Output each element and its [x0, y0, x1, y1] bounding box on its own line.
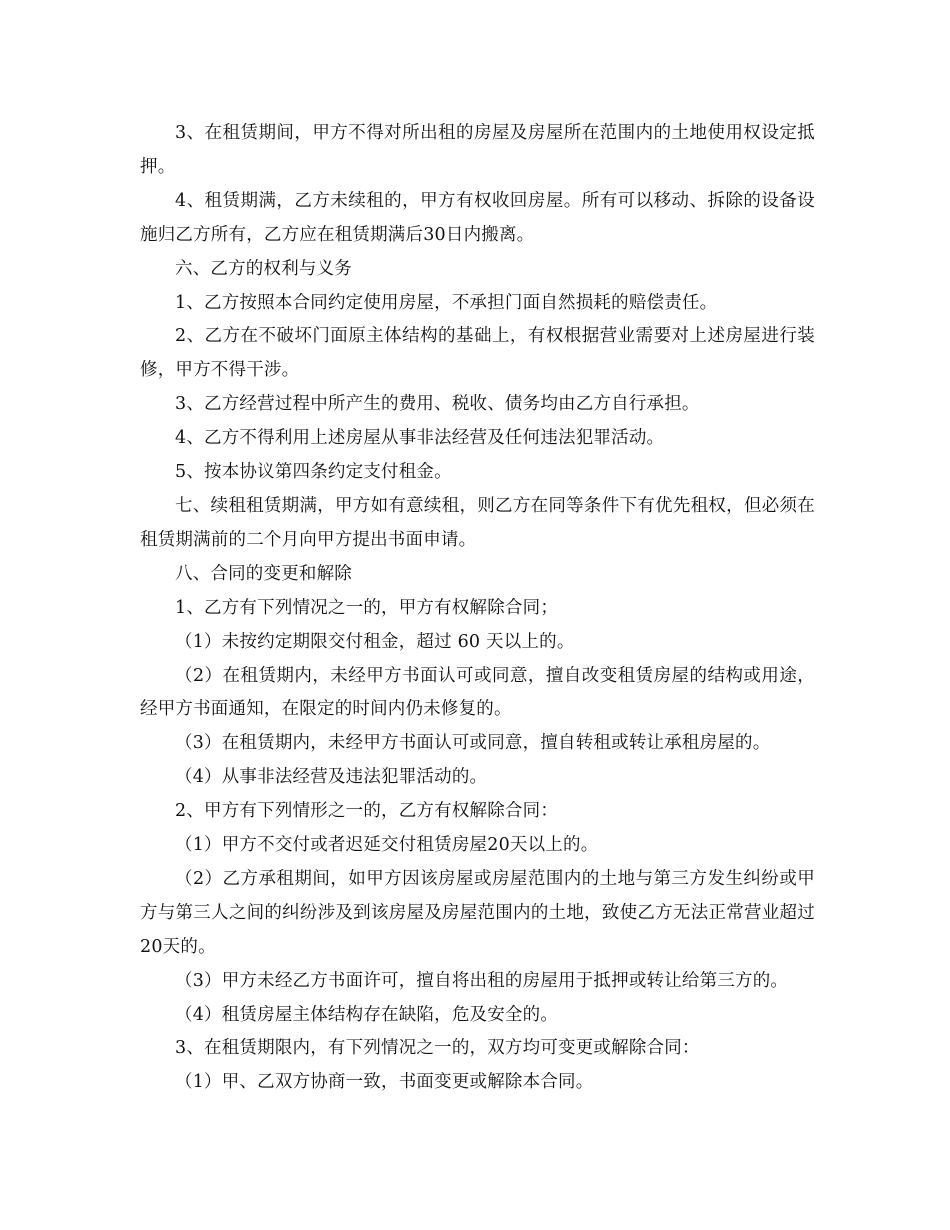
section-heading-8: 八、合同的变更和解除 — [175, 563, 352, 584]
clause-8-1: 1、乙方有下列情况之一的，甲方有权解除合同； — [175, 597, 559, 618]
clause-8-2-item-3: （3）甲方未经乙方书面许可，擅自将出租的房屋用于抵押或转让给第三方的。 — [175, 970, 789, 991]
clause-8-1-item-2: （2）在租赁期内，未经甲方书面认可或同意，擅自改变租赁房屋的结构或用途，经甲方书面通知，在限定的时间内仍未修复的。 — [140, 665, 815, 720]
clause-8-1-item-3: （3）在租赁期内，未经甲方书面认可或同意，擅自转租或转让承租房屋的。 — [175, 733, 771, 754]
clause-6-3: 3、乙方经营过程中所产生的费用、税收、债务均由乙方自行承担。 — [175, 394, 700, 415]
clause-6-5: 5、按本协议第四条约定支付租金。 — [175, 462, 452, 483]
clause-6-2: 2、乙方在不破坏门面原主体结构的基础上，有权根据营业需要对上述房屋进行装修，甲方不得干涉。 — [140, 326, 815, 381]
section-7-renewal: 七、续租租赁期满，甲方如有意续租，则乙方在同等条件下有优先租权，但必须在租赁期满前的二个月向甲方提出书面申请。 — [140, 495, 815, 550]
clause-8-2-item-4: （4）租赁房屋主体结构存在缺陷，危及安全的。 — [175, 1004, 559, 1025]
clause-8-2: 2、甲方有下列情形之一的，乙方有权解除合同： — [175, 801, 559, 822]
clause-8-3: 3、在租赁期限内，有下列情况之一的，双方均可变更或解除合同： — [175, 1038, 700, 1059]
clause-8-2-item-1: （1）甲方不交付或者迟延交付租赁房屋20天以上的。 — [175, 835, 599, 856]
clause-6-4: 4、乙方不得利用上述房屋从事非法经营及任何违法犯罪活动。 — [175, 428, 665, 449]
clause-5-3: 3、在租赁期间，甲方不得对所出租的房屋及房屋所在范围内的土地使用权设定抵押。 — [140, 123, 815, 177]
document-page — [140, 117, 815, 1100]
clause-6-1: 1、乙方按照本合同约定使用房屋，不承担门面自然损耗的赔偿责任。 — [175, 292, 718, 313]
clause-8-2-item-2: （2）乙方承租期间，如甲方因该房屋或房屋范围内的土地与第三方发生纠纷或甲方与第三人之间的纠纷涉及到该房屋及房屋范围内的土地，致使乙方无法正常营业超过20天的。 — [140, 868, 815, 957]
clause-8-3-item-1: （1）甲、乙双方协商一致，书面变更或解除本合同。 — [175, 1072, 594, 1093]
clause-8-1-item-1: （1）未按约定期限交付租金，超过 60 天以上的。 — [175, 631, 575, 652]
clause-5-4: 4、租赁期满，乙方未续租的，甲方有权收回房屋。所有可以移动、拆除的设备设施归乙方所有，乙方应在租赁期满后30日内搬离。 — [140, 190, 815, 245]
clause-8-1-item-4: （4）从事非法经营及违法犯罪活动的。 — [175, 767, 488, 788]
section-heading-6: 六、乙方的权利与义务 — [175, 258, 352, 279]
